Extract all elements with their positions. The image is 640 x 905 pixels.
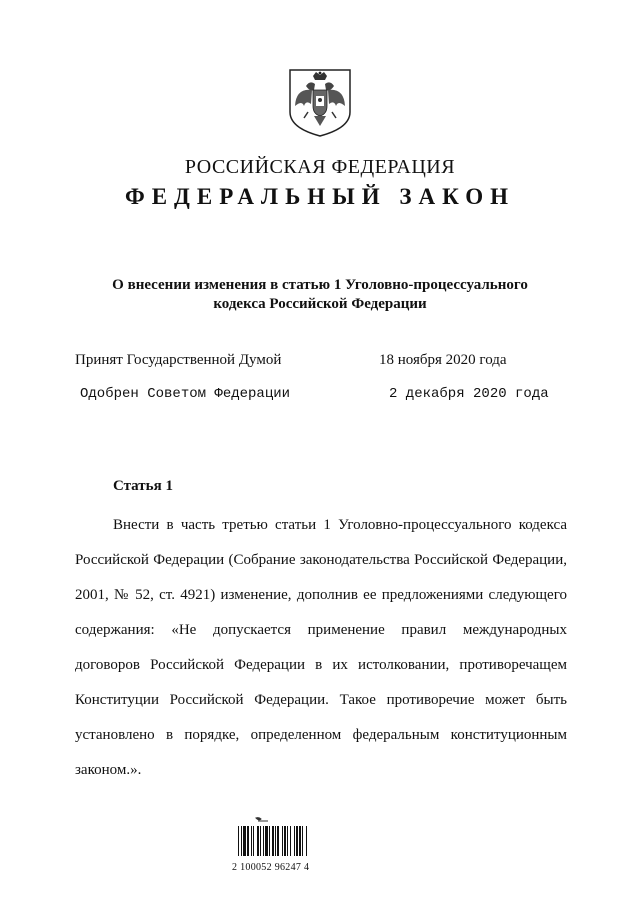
law-title-line-2: кодекса Российской Федерации <box>213 296 427 312</box>
coat-of-arms-icon <box>286 66 354 138</box>
law-title-line-1: О внесении изменения в статью 1 Уголовно-процессуального <box>112 277 528 293</box>
council-approval-label: Одобрен Советом Федерации <box>80 386 291 402</box>
law-title <box>80 276 560 314</box>
council-approval-date: 2 декабря 2020 года <box>389 386 549 402</box>
barcode-icon <box>236 816 350 858</box>
article-body: Внести в часть третью статьи 1 Уголовно-процессуального кодекса Российской Федерации (Собрание законодательства Российской Федерации, 2001, № 52, ст. 4921) изменение, дополнив ее предложениями следующего содержания: «Не допускается применение правил международных договоров Российской Федерации в их истолковании, противоречащем Конституции Российской Федерации. Такое противоречие может быть установлено в порядке, определенном федеральным конституционным законом.». <box>75 517 567 778</box>
article-heading: Статья 1 <box>113 478 173 494</box>
duma-adoption-date: 18 ноября 2020 года <box>379 352 507 368</box>
country-name: РОССИЙСКАЯ ФЕДЕРАЦИЯ <box>184 156 456 178</box>
duma-adoption-label: Принят Государственной Думой <box>75 352 282 368</box>
document-type: ФЕДЕРАЛЬНЫЙ ЗАКОН <box>124 184 516 209</box>
barcode-number: 2 100052 96247 4 <box>232 862 310 873</box>
